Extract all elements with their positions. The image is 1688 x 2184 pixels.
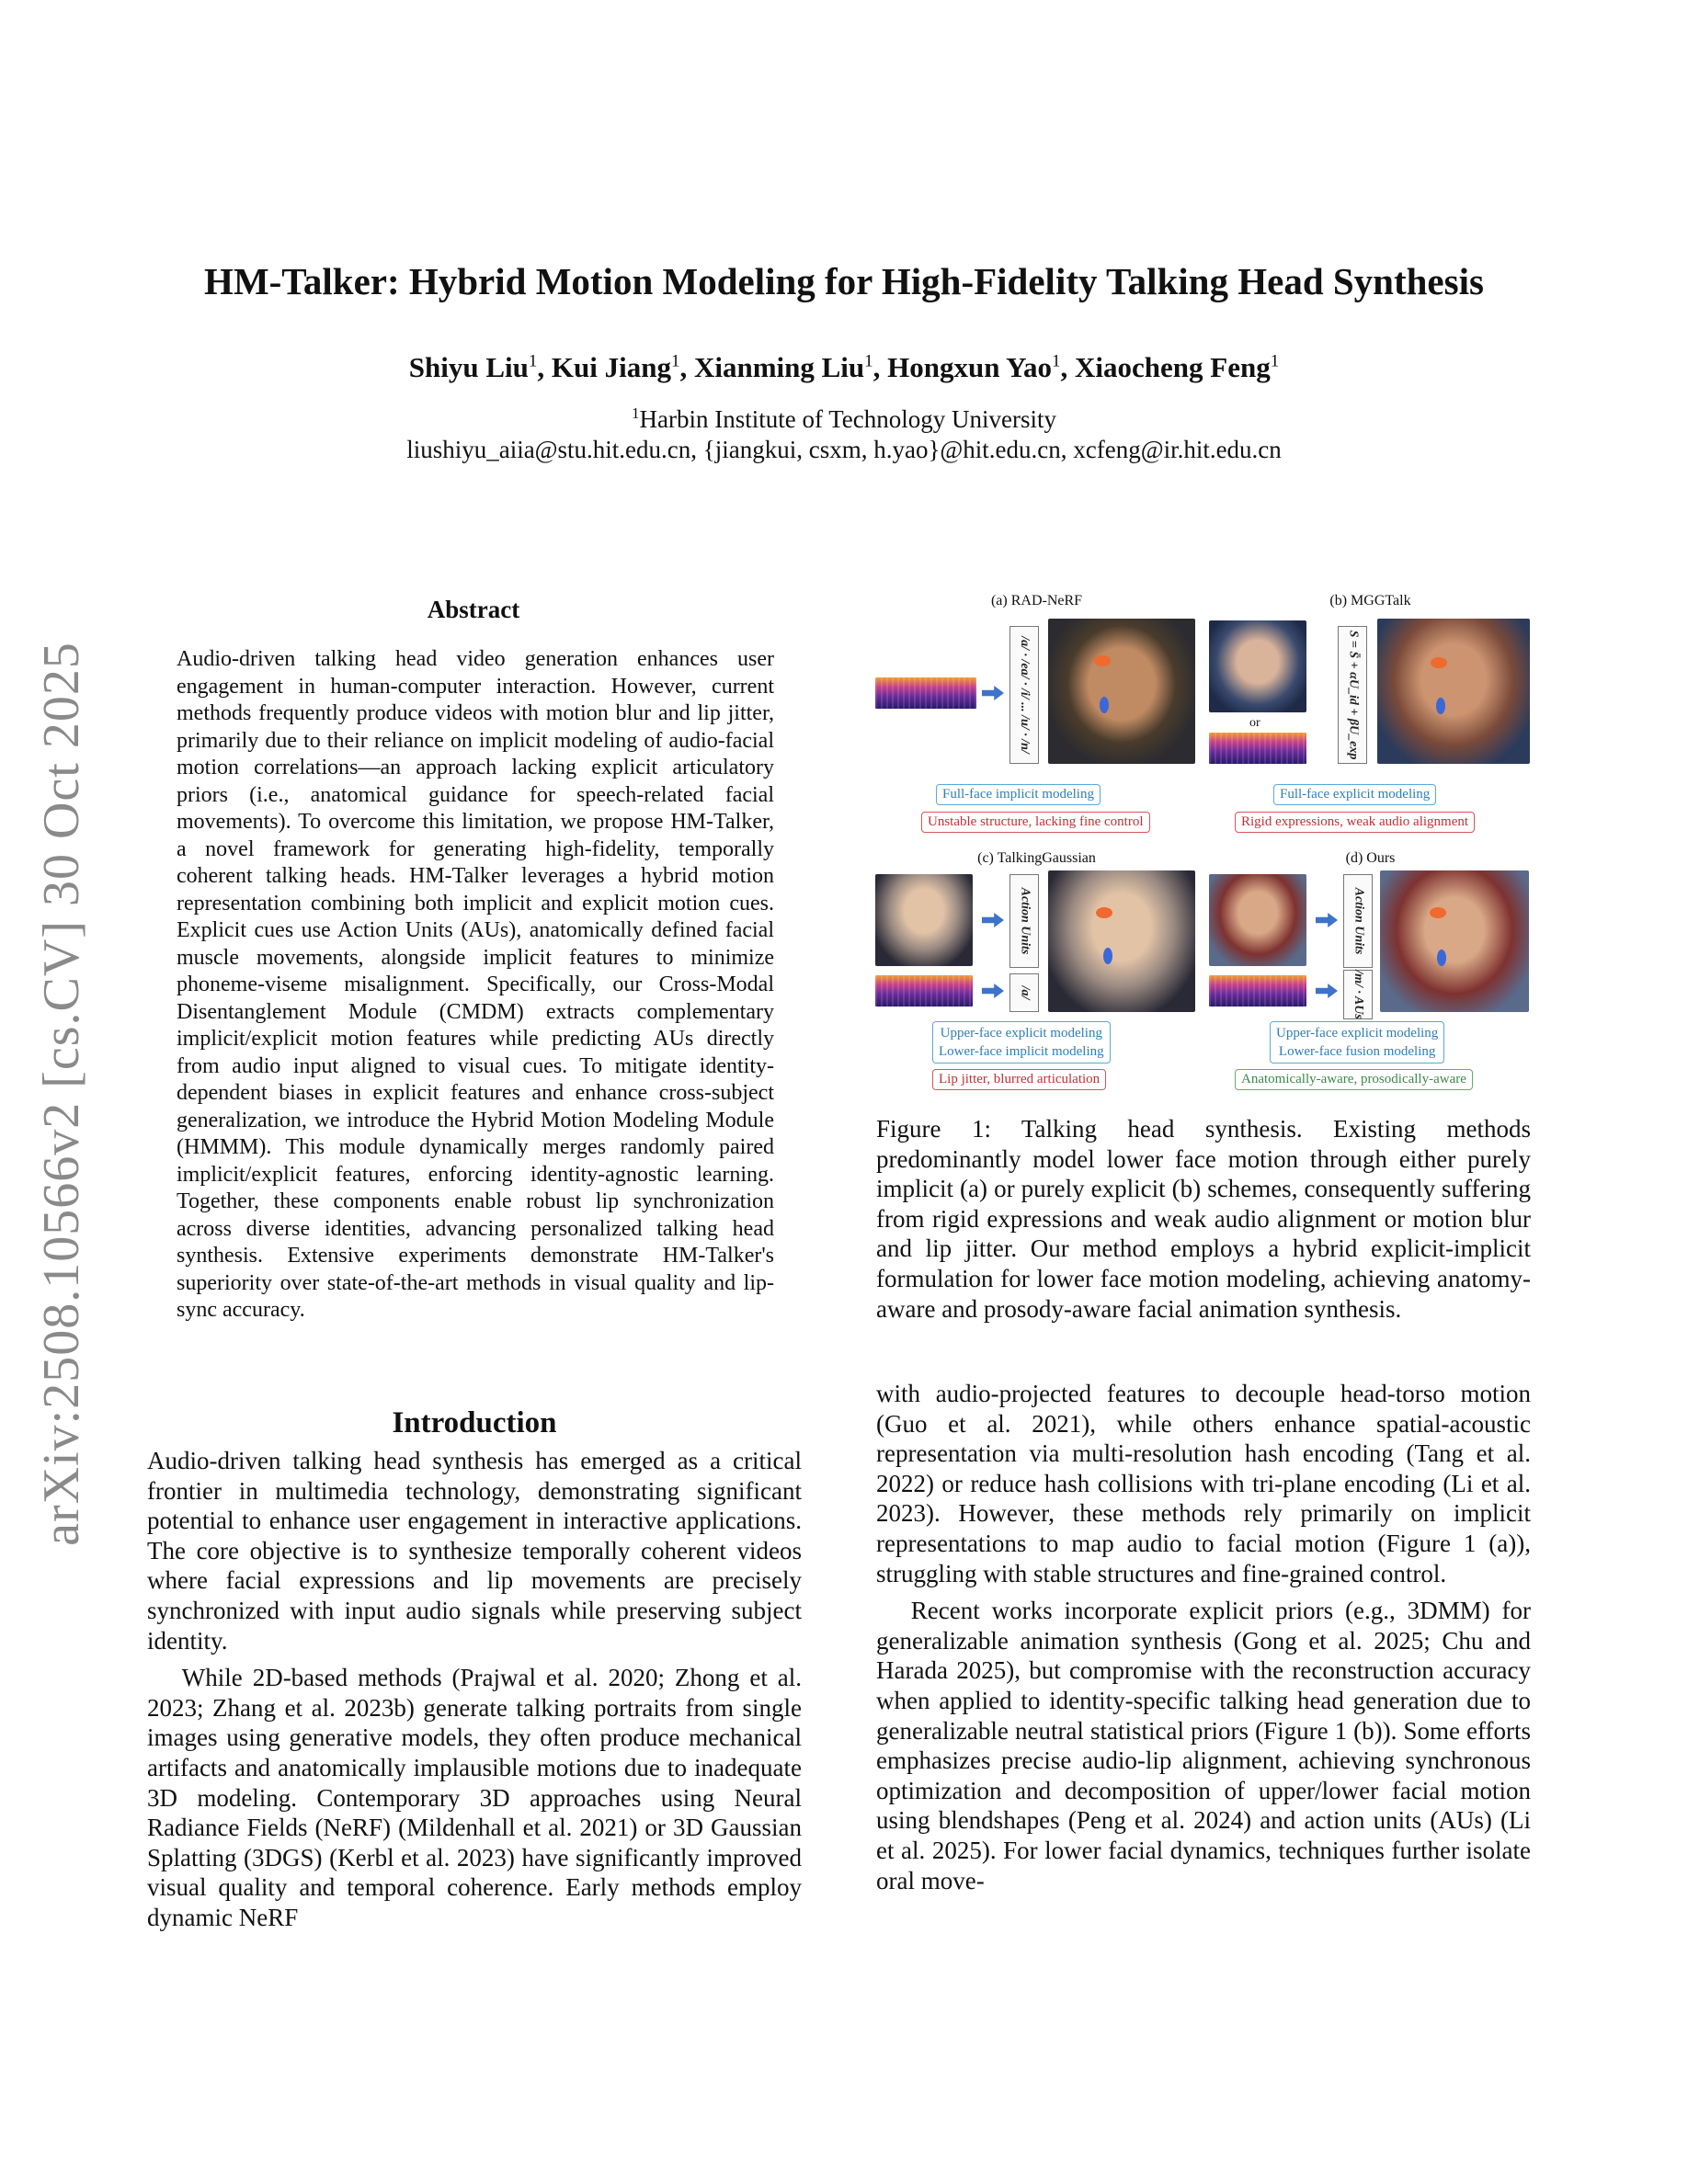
portrait-photo [1048, 619, 1195, 764]
portrait-photo [1377, 619, 1530, 764]
figure-1 [873, 593, 1534, 1108]
portrait-photo [1380, 870, 1529, 1012]
author-name: Xianming Liu [693, 351, 865, 383]
phoneme-au-box [1343, 970, 1373, 1019]
method-tag: Full-face explicit modeling [1273, 784, 1436, 805]
intro-paragraph: Recent works incorporate explicit priors (e.g., 3DMM) for generalizable animation synthesis (Gong et al. 2025; Chu and Harada 2025), but compromise with the reconstruction accuracy when applied to identity-specific talking head generation due to generalizable neutral statistical priors (Figure 1 (b)). Some efforts emphasizes precise audio-lip alignment, achieving synchronous optimization and decomposition of upper/lower facial motion using blendshapes (Peng et al. 2024) and action units (AUs) (Li et al. 2025). For lower facial dynamics, techniques further isolate oral move- [876, 1597, 1531, 1894]
portrait-photo [1048, 870, 1195, 1012]
figure-panel-c [873, 850, 1200, 1103]
audio-spectrogram [1209, 975, 1306, 1007]
method-tag-line: Upper-face explicit modeling [1276, 1026, 1439, 1041]
author-list: Shiyu Liu$^1$, Kui Jiang$^1$, Xianming Liu$^1$, Hongxun Yao$^1$, Xiaocheng Feng$^1$ [408, 351, 1280, 383]
phoneme-label: /a/ [1018, 985, 1032, 1000]
advantage-tag: Anatomically-aware, prosodically-aware [1235, 1069, 1473, 1090]
author-affil-mark: 1 [864, 351, 873, 371]
author-name: Hongxun Yao [887, 351, 1053, 383]
method-tag [932, 1021, 1111, 1064]
author-affil-mark: 1 [528, 351, 538, 371]
intro-paragraph: While 2D-based methods (Prajwal et al. 2020; Zhong et al. 2023; Zhang et al. 2023b) generate talking portraits from single images using generative models, they often produce mechanical artifacts and anatomically implausible motions due to inadequate 3D modeling. Contemporary 3D approaches using Neural Radiance Fields (NeRF) (Mildenhall et al. 2021) or 3D Gaussian Splatting (3DGS) (Kerbl et al. 2023) have significantly improved visual quality and temporal coherence. Early methods employ dynamic NeRF [147, 1664, 802, 1931]
reference-photo [1209, 874, 1306, 966]
method-tag [1270, 1021, 1444, 1064]
phoneme-box [1009, 973, 1039, 1012]
arxiv-stamp [28, 607, 96, 1581]
panel-label: (c) TalkingGaussian [977, 850, 1096, 866]
action-units-box [1009, 874, 1039, 968]
author-name: Xiaocheng Feng [1075, 351, 1271, 383]
figure-panel-a [873, 593, 1200, 846]
phoneme-au-label: /m/ · AUs [1352, 970, 1366, 1019]
affiliation-text: Harbin Institute of Technology University [639, 405, 1057, 433]
mouth-marker [1437, 950, 1446, 966]
right-column-body [876, 1379, 1531, 1895]
right-arrow-icon [1316, 984, 1338, 998]
figure-caption: Figure 1: Talking head synthesis. Existing methods predominantly model lower face motion through either purely implicit (a) or purely explicit (b) schemes, consequently suffering from rigid expressions and weak audio alignment or motion blur and lip jitter. Our method employs a hybrid explicit-implicit formulation for lower face motion modeling, achieving anatomy-aware and prosody-aware facial animation synthesis. [876, 1115, 1531, 1323]
action-units-label: Action Units [1352, 887, 1365, 955]
upper-face-marker [1094, 655, 1111, 666]
abstract-body: Audio-driven talking head video generation enhances user engagement in human-computer interaction. However, current methods frequently produce videos with motion blur and lip jitter, primarily due to their reliance on implicit modeling of audio-facial motion correlations—an approach lacking explicit articulatory priors (i.e., anatomical guidance for speech-related facial movements). To overcome this limitation, we propose HM-Talker, a novel framework for generating high-fidelity, temporally coherent talking heads. HM-Talker leverages a hybrid motion representation combining both implicit and explicit motion cues. Explicit cues use Action Units (AUs), anatomically defined facial muscle movements, alongside implicit features to minimize phoneme-viseme misalignment. Specifically, our Cross-Modal Disentanglement Module (CMDM) extracts complementary implicit/explicit motion features while predicting AUs directly from audio input aligned to visual cues. To mitigate identity-dependent biases in explicit features and enhance cross-subject generalization, we introduce the Hybrid Motion Modeling Module (HMMM). This module dynamically merges randomly paired implicit/explicit features, enforcing identity-agnostic learning. Together, these components enable robust lip synchronization across diverse identities, advancing personalized talking head synthesis. Extensive experiments demonstrate HM-Talker's superiority over state-of-the-art methods in visual quality and lip-sync accuracy. [177, 647, 774, 1322]
blendshape-formula: S = S̄ + αU_id + βU_exp [1346, 630, 1360, 760]
abstract-heading: Abstract [427, 596, 520, 623]
affiliation [0, 404, 1688, 434]
audio-spectrogram [875, 677, 976, 709]
intro-paragraph: Audio-driven talking head synthesis has emerged as a critical frontier in multimedia technology, demonstrating significant potential to enhance user engagement in interactive applications. The core objective is to synthesize temporally coherent videos where facial expressions and lip movements are precisely synchronized with input audio signals while preserving subject identity. [147, 1447, 802, 1655]
formula-box [1338, 626, 1367, 764]
author-name: Kui Jiang [551, 351, 671, 383]
introduction-heading: Introduction [392, 1406, 557, 1439]
audio-spectrogram [1209, 733, 1306, 764]
method-tag-line: Upper-face explicit modeling [940, 1026, 1102, 1041]
mouth-marker [1436, 698, 1445, 714]
phoneme-sequence-box [1009, 626, 1039, 764]
right-arrow-icon [1316, 913, 1338, 927]
figure-panel-d [1207, 850, 1534, 1103]
or-label: or [1249, 716, 1260, 730]
panel-label: (b) MGGTalk [1329, 593, 1411, 609]
upper-face-marker [1430, 907, 1446, 918]
right-arrow-icon [982, 686, 1004, 700]
panel-label: (d) Ours [1345, 850, 1396, 866]
reference-photo [1209, 620, 1306, 712]
author-name: Shiyu Liu [408, 351, 529, 383]
left-column-body [147, 1446, 802, 1933]
mouth-marker [1103, 948, 1112, 964]
reference-photo [875, 874, 973, 966]
limitation-tag: Unstable structure, lacking fine control [921, 812, 1150, 833]
upper-face-marker [1096, 907, 1112, 918]
author-affil-mark: 1 [1270, 351, 1280, 371]
arxiv-stamp-text: arXiv:2508.10566v2 [cs.CV] 30 Oct 2025 [33, 642, 90, 1546]
affiliation-mark: 1 [631, 404, 640, 422]
author-affil-mark: 1 [670, 351, 680, 371]
mouth-marker [1100, 697, 1109, 713]
intro-paragraph: with audio-projected features to decouple head-torso motion (Guo et al. 2021), while others enhance spatial-acoustic representation via multi-resolution hash encoding (Tang et al. 2022) or reduce hash collisions with tri-plane encoding (Li et al. 2023). However, these methods rely primarily on implicit representations to map audio to facial motion (Figure 1 (a)), struggling with stable structures and fine-grained control. [876, 1380, 1531, 1587]
method-tag-line: Lower-face fusion modeling [1278, 1044, 1436, 1059]
limitation-tag: Rigid expressions, weak audio alignment [1235, 812, 1475, 833]
upper-face-marker [1431, 657, 1447, 668]
limitation-tag: Lip jitter, blurred articulation [932, 1069, 1106, 1090]
action-units-box [1343, 874, 1373, 968]
right-arrow-icon [982, 984, 1004, 998]
method-tag: Full-face implicit modeling [936, 784, 1101, 805]
author-affil-mark: 1 [1052, 351, 1061, 371]
author-emails: liushiyu_aiia@stu.hit.edu.cn, {jiangkui, csxm, h.yao}@hit.edu.cn, xcfeng@ir.hit.edu.cn [406, 436, 1282, 463]
figure-panel-b [1207, 593, 1534, 846]
right-arrow-icon [982, 913, 1004, 927]
method-tag-line: Lower-face implicit modeling [939, 1044, 1104, 1059]
panel-label: (a) RAD-NeRF [990, 593, 1083, 609]
paper-title: HM-Talker: Hybrid Motion Modeling for High-Fidelity Talking Head Synthesis [204, 260, 1484, 302]
phoneme-sequence: /a/ · /ea/ · /i/ ... /u/ · /n/ [1018, 636, 1032, 754]
action-units-label: Action Units [1018, 887, 1032, 955]
audio-spectrogram [875, 975, 973, 1007]
